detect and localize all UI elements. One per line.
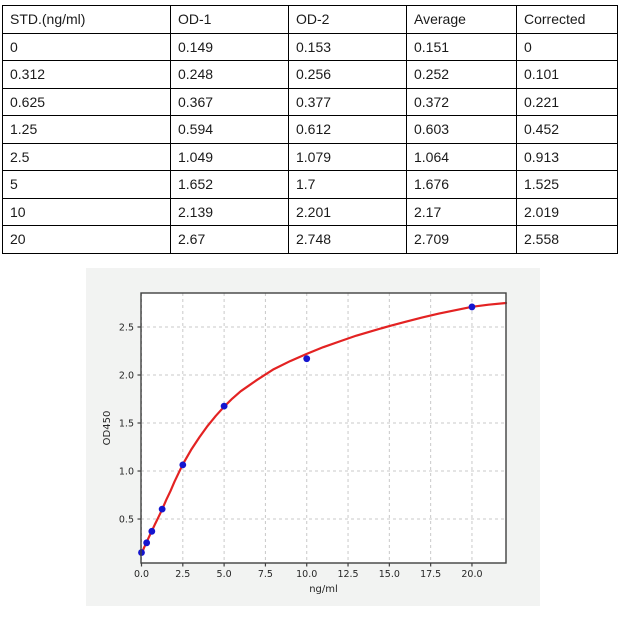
x-axis-label: ng/ml (309, 584, 338, 595)
x-tick-label: 0.0 (133, 569, 150, 580)
col-header-std: STD.(ng/ml) (3, 6, 171, 34)
table-cell: 1.049 (171, 143, 289, 171)
table-cell: 2.139 (171, 198, 289, 226)
table-cell: 0.594 (171, 116, 289, 144)
table-cell: 2.5 (3, 143, 171, 171)
y-tick-label: 2.0 (118, 370, 134, 382)
table-cell: 2.201 (289, 198, 407, 226)
table-cell: 2.709 (407, 226, 517, 254)
table-cell: 1.525 (517, 171, 618, 199)
data-point (221, 403, 228, 410)
x-tick-label: 2.5 (175, 569, 191, 580)
x-tick-label: 17.5 (420, 569, 442, 580)
table-cell: 2.558 (517, 226, 618, 254)
table-cell: 0.252 (407, 61, 517, 89)
table-cell: 1.25 (3, 116, 171, 144)
data-point (148, 528, 155, 535)
table-cell: 5 (3, 171, 171, 199)
standard-curve-plot (86, 268, 540, 606)
table-cell: 0.367 (171, 88, 289, 116)
standard-curve-figure (86, 268, 540, 606)
x-tick-label: 5.0 (216, 569, 232, 580)
table-cell: 0.612 (289, 116, 407, 144)
table-row (3, 61, 618, 89)
table-cell: 0.248 (171, 61, 289, 89)
table-row (3, 198, 618, 226)
table-cell: 20 (3, 226, 171, 254)
table-cell: 0.256 (289, 61, 407, 89)
y-axis-label: OD450 (102, 410, 113, 446)
table-row (3, 143, 618, 171)
table-cell: 0.452 (517, 116, 618, 144)
y-tick-label: 2.5 (118, 322, 134, 334)
x-tick-label: 7.5 (257, 569, 273, 580)
table-header-row (3, 6, 618, 34)
table-row (3, 33, 618, 61)
data-point (469, 304, 476, 311)
col-header-od1: OD-1 (171, 6, 289, 34)
data-point (143, 539, 150, 546)
table-cell: 0.372 (407, 88, 517, 116)
plot-area (141, 293, 506, 563)
table-cell: 2.67 (171, 226, 289, 254)
col-header-average: Average (407, 6, 517, 34)
table-cell: 1.652 (171, 171, 289, 199)
table-cell: 2.17 (407, 198, 517, 226)
table-cell: 0.221 (517, 88, 618, 116)
table-cell: 0.625 (3, 88, 171, 116)
table-cell: 1.676 (407, 171, 517, 199)
table-row (3, 171, 618, 199)
y-tick-label: 1.0 (118, 466, 134, 478)
table-cell: 1.079 (289, 143, 407, 171)
table-cell: 2.748 (289, 226, 407, 254)
x-tick-label: 15.0 (378, 569, 400, 580)
table-cell: 0.312 (3, 61, 171, 89)
table-cell: 0.153 (289, 33, 407, 61)
table-cell: 0 (3, 33, 171, 61)
table-cell: 0.151 (407, 33, 517, 61)
col-header-corrected: Corrected (517, 6, 618, 34)
table-cell: 0.603 (407, 116, 517, 144)
table-cell: 2.019 (517, 198, 618, 226)
table-cell: 10 (3, 198, 171, 226)
table-cell: 0.913 (517, 143, 618, 171)
table-row (3, 226, 618, 254)
data-point (303, 355, 310, 362)
table-cell: 0.149 (171, 33, 289, 61)
table-cell: 1.064 (407, 143, 517, 171)
table-cell: 0.377 (289, 88, 407, 116)
y-tick-label: 1.5 (118, 418, 134, 430)
standards-table (2, 5, 618, 254)
x-tick-label: 12.5 (337, 569, 359, 580)
table-row (3, 116, 618, 144)
table-cell: 0.101 (517, 61, 618, 89)
table-body (3, 33, 618, 253)
col-header-od2: OD-2 (289, 6, 407, 34)
x-tick-label: 20.0 (461, 569, 483, 580)
table-cell: 0 (517, 33, 618, 61)
y-tick-label: 0.5 (118, 514, 134, 526)
x-tick-label: 10.0 (296, 569, 318, 580)
table-row (3, 88, 618, 116)
data-point (159, 506, 166, 513)
table-cell: 1.7 (289, 171, 407, 199)
data-point (179, 461, 186, 468)
